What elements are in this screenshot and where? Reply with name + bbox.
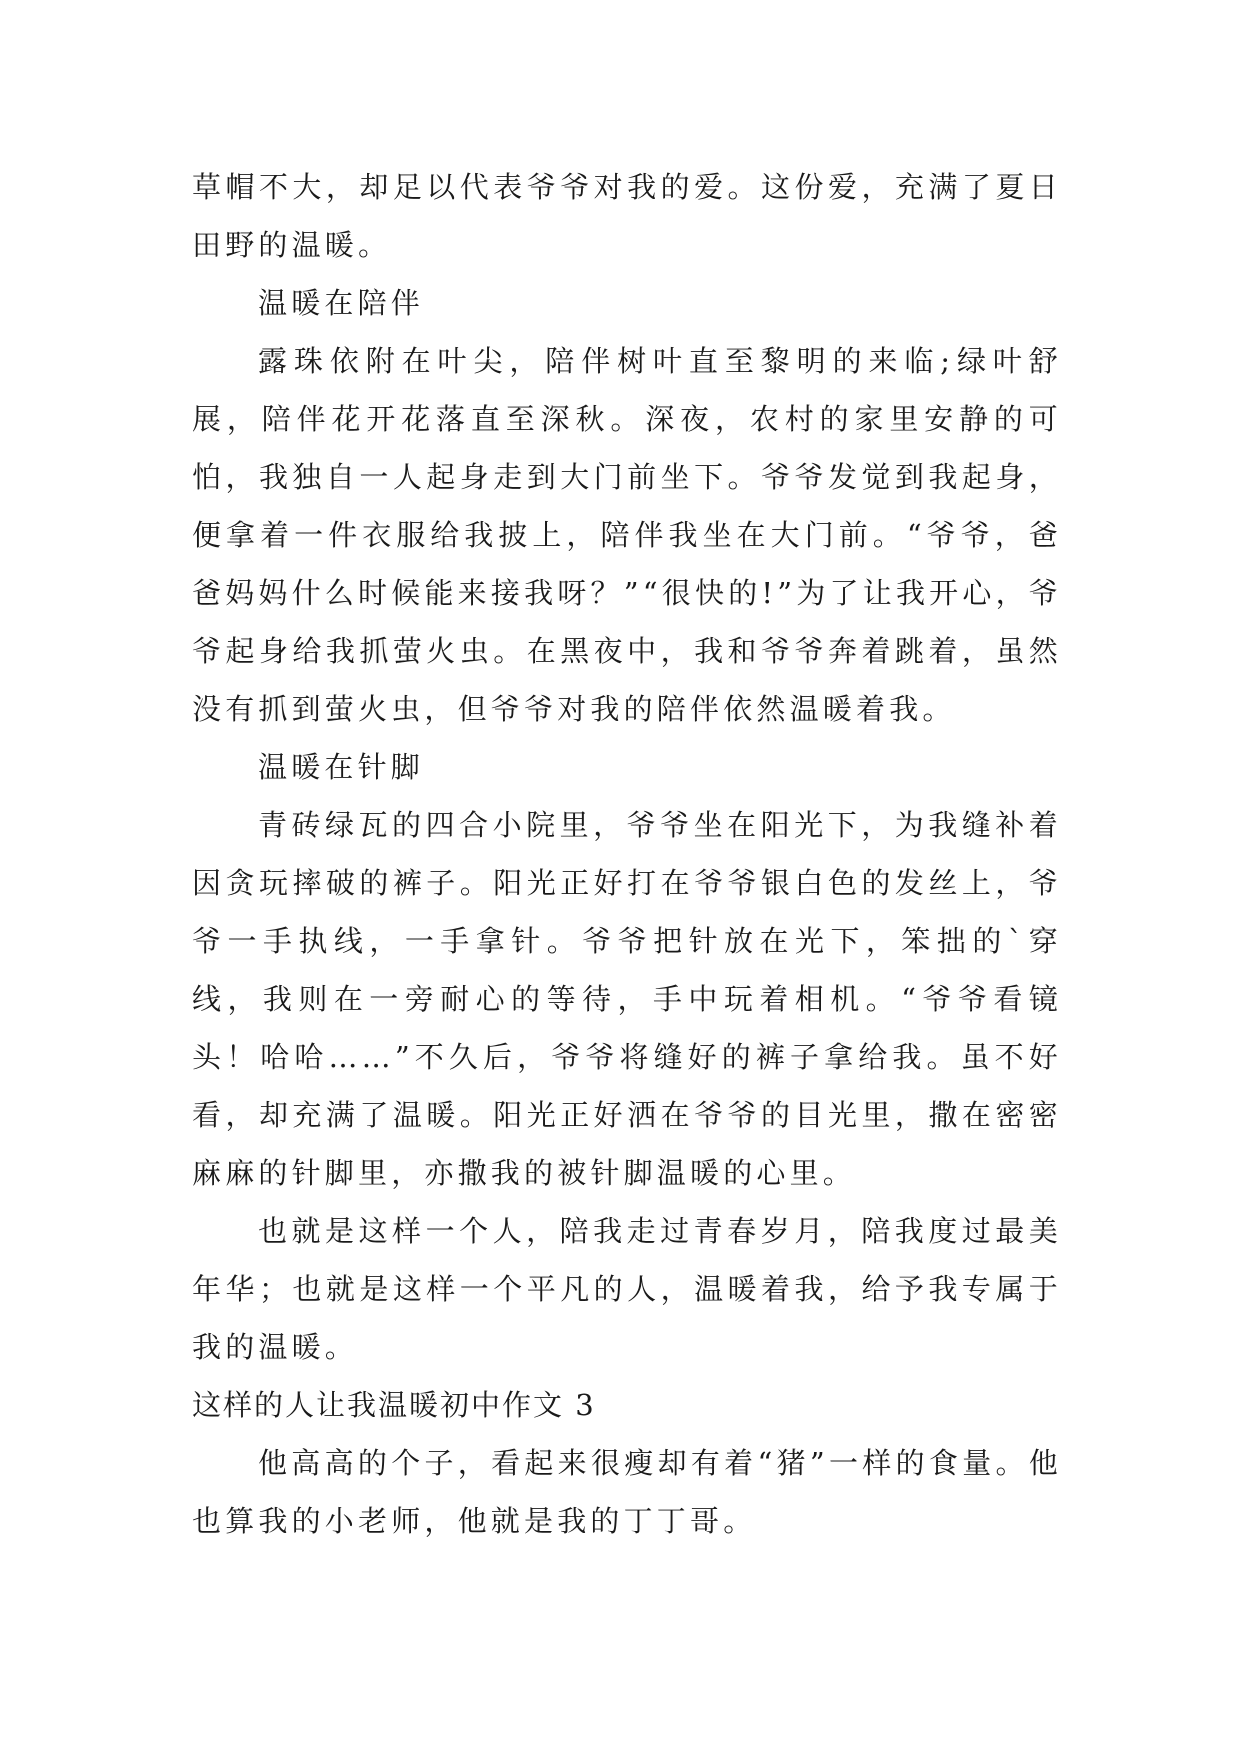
document-body: [192, 158, 1062, 1550]
section-heading-companionship: 温暖在陪伴: [258, 286, 425, 320]
paragraph-conclusion: 也就是这样一个人，陪我走过青春岁月，陪我度过最美年华；也就是这样一个平凡的人，温暖着我，给予我专属于我的温暖。: [192, 1214, 1062, 1364]
essay-title: 这样的人让我温暖初中作文 3: [192, 1388, 596, 1422]
paragraph-straw-hat: 草帽不大，却足以代表爷爷对我的爱。这份爱，充满了夏日田野的温暖。: [192, 170, 1062, 262]
paragraph-fireflies: 露珠依附在叶尖，陪伴树叶直至黎明的来临;绿叶舒展，陪伴花开花落直至深秋。深夜，农村的家里安静的可怕，我独自一人起身走到大门前坐下。爷爷发觉到我起身，便拿着一件衣服给我披上，陪伴我坐在大门前。“爷爷，爸爸妈妈什么时候能来接我呀？”“很快的!”为了让我开心，爷爷起身给我抓萤火虫。在黑夜中，我和爷爷奔着跳着，虽然没有抓到萤火虫，但爷爷对我的陪伴依然温暖着我。: [192, 344, 1062, 726]
paragraph-sewing: 青砖绿瓦的四合小院里，爷爷坐在阳光下，为我缝补着因贪玩摔破的裤子。阳光正好打在爷爷银白色的发丝上，爷爷一手执线，一手拿针。爷爷把针放在光下，笨拙的`穿线，我则在一旁耐心的等待，手中玩着相机。“爷爷看镜头！哈哈……”不久后，爷爷将缝好的裤子拿给我。虽不好看，却充满了温暖。阳光正好洒在爷爷的目光里，撒在密密麻麻的针脚里，亦撒我的被针脚温暖的心里。: [192, 808, 1062, 1190]
paragraph-dingding: 他高高的个子，看起来很瘦却有着“猪”一样的食量。他也算我的小老师，他就是我的丁丁哥。: [192, 1446, 1062, 1538]
section-heading-stitches: 温暖在针脚: [258, 750, 425, 784]
